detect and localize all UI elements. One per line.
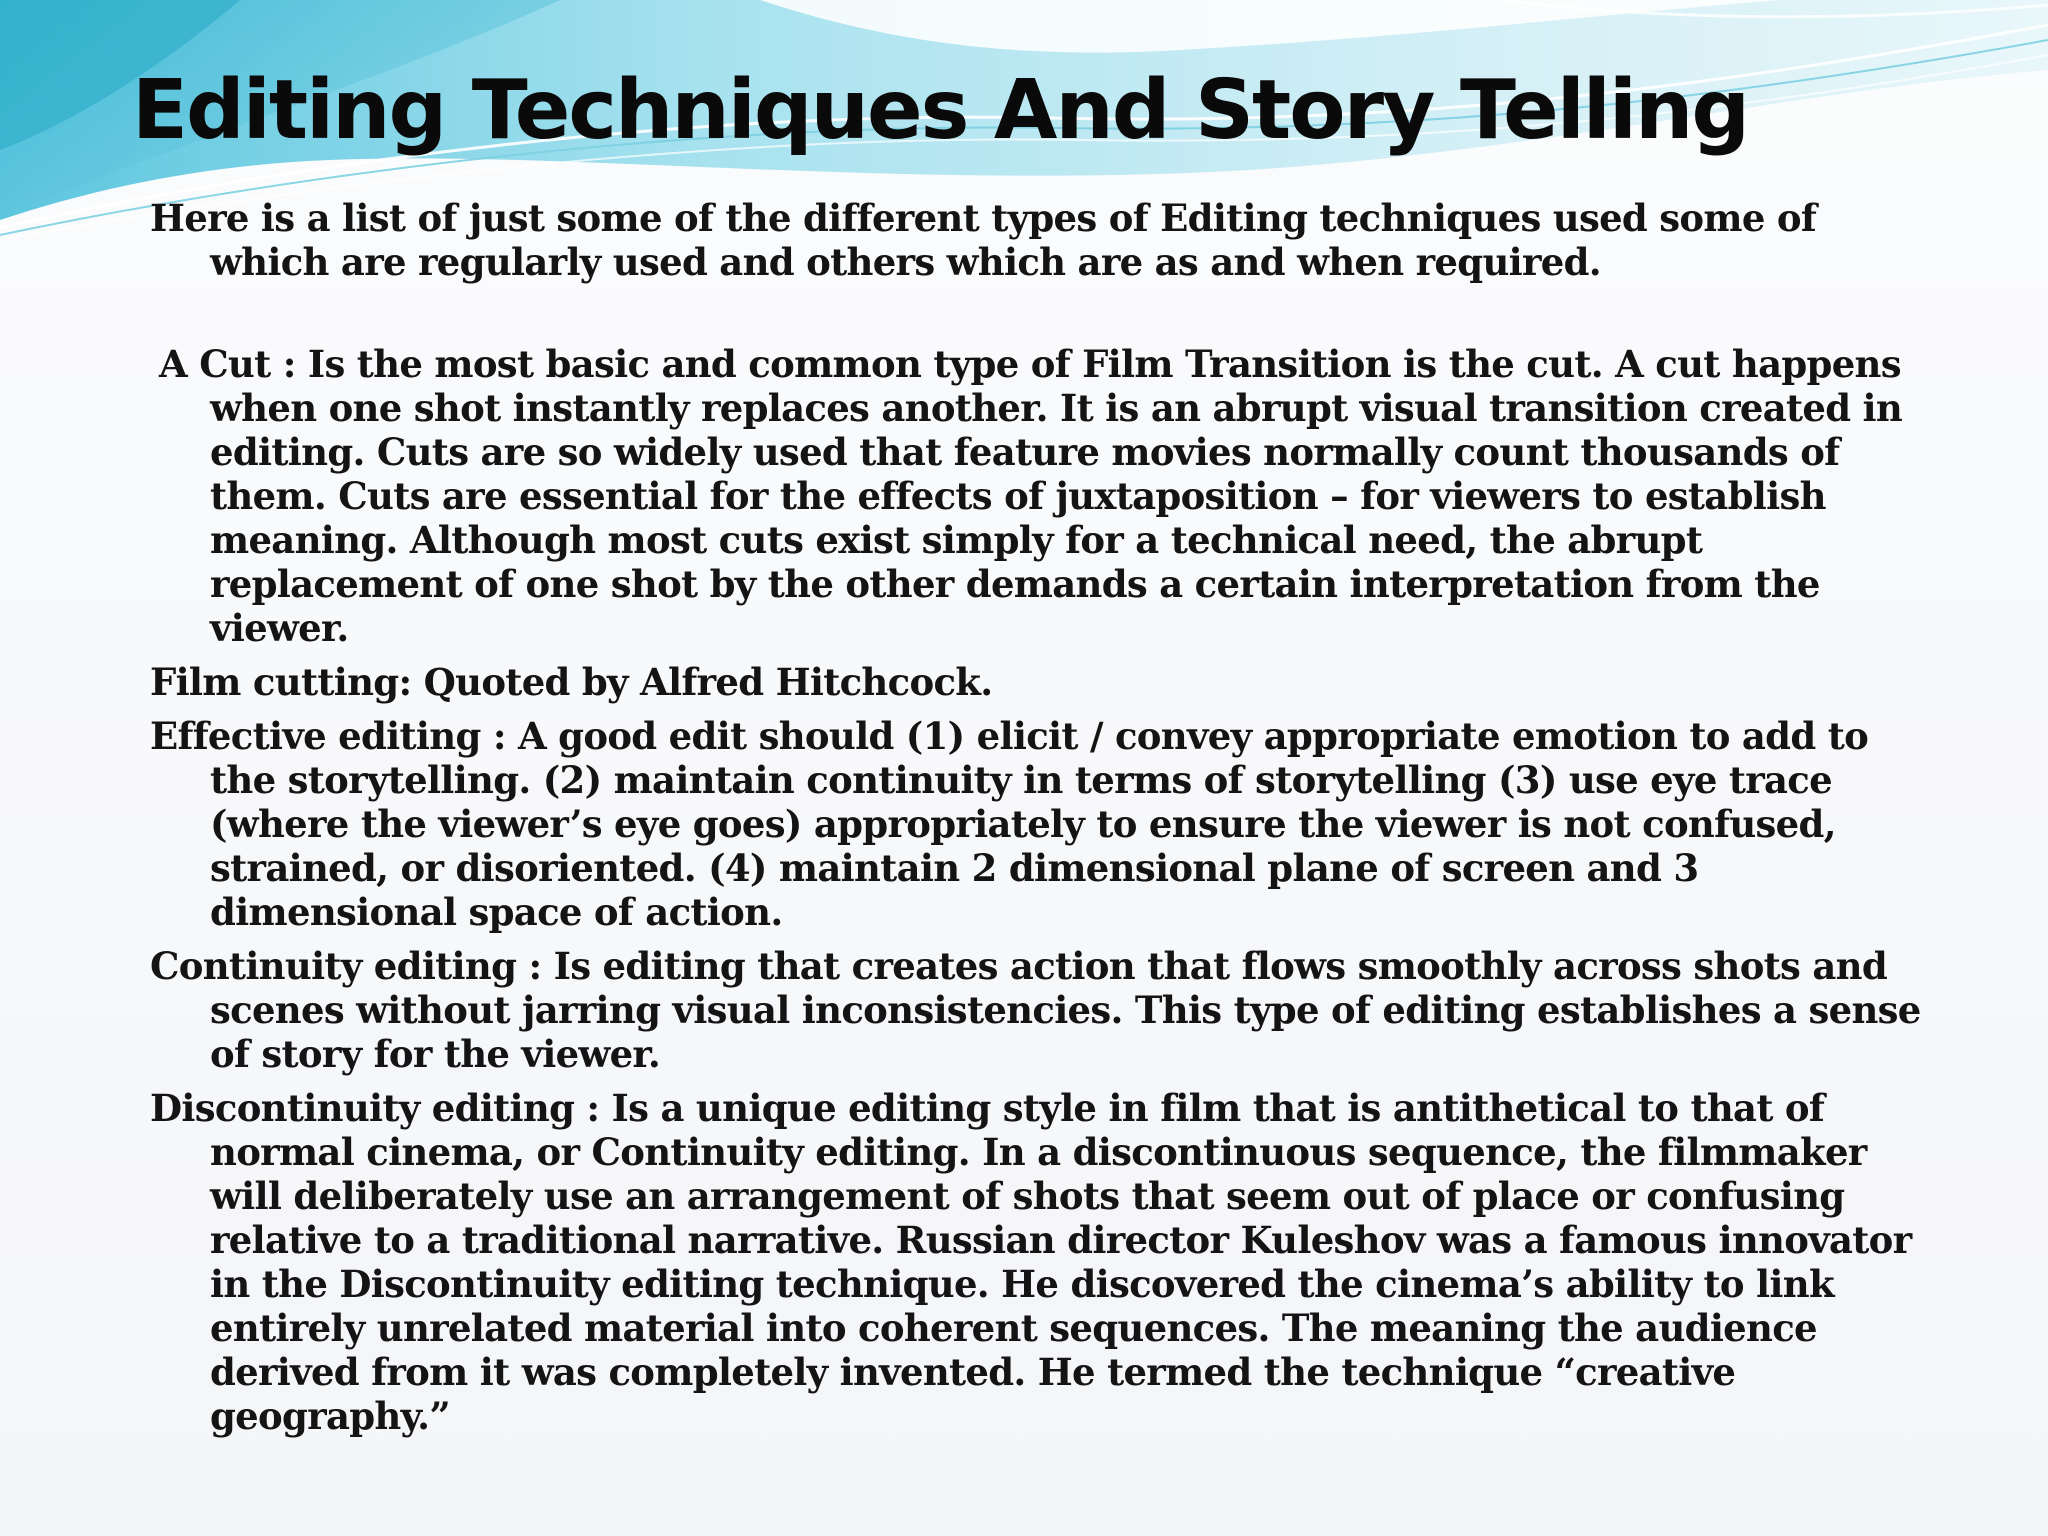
slide-body [150, 196, 1940, 1448]
film-cutting-paragraph: Film cutting: Quoted by Alfred Hitchcock. [150, 660, 993, 704]
intro-paragraph: Here is a list of just some of the different types of Editing techniques used some of which are regularly used and others which are as and when required. [150, 196, 1817, 284]
effective-editing-paragraph: Effective editing : A good edit should (1) elicit / convey appropriate emotion to add to the storytelling. (2) maintain continuity in terms of storytelling (3) use eye trace (where the viewer’s eye goes) appropriately to ensure the viewer is not confused, strained, or disoriented. (4) maintain 2 dimensional plane of screen and 3 dimensional space of action. [150, 714, 1869, 934]
slide-title: Editing Techniques And Story Telling [132, 63, 1749, 158]
discontinuity-editing-paragraph: Discontinuity editing : Is a unique editing style in film that is antithetical to that of normal cinema, or Continuity editing. In a discontinuous sequence, the filmmaker will deliberately use an arrangement of shots that seem out of place or confusing relative to a traditional narrative. Russian director Kuleshov was a famous innovator in the Discontinuity editing technique. He discovered the cinema’s ability to link entirely unrelated material into coherent sequences. The meaning the audience derived from it was completely invented. He termed the technique “creative geography.” [150, 1086, 1912, 1438]
cut-paragraph: A Cut : Is the most basic and common type of Film Transition is the cut. A cut happens when one shot instantly replaces another. It is an abrupt visual transition created in editing. Cuts are so widely used that feature movies normally count thousands of them. Cuts are essential for the effects of juxtaposition – for viewers to establish meaning. Although most cuts exist simply for a technical need, the abrupt replacement of one shot by the other demands a certain interpretation from the viewer. [159, 342, 1903, 650]
continuity-editing-paragraph: Continuity editing : Is editing that creates action that flows smoothly across shots and scenes without jarring visual inconsistencies. This type of editing establishes a sense of story for the viewer. [150, 944, 1921, 1076]
